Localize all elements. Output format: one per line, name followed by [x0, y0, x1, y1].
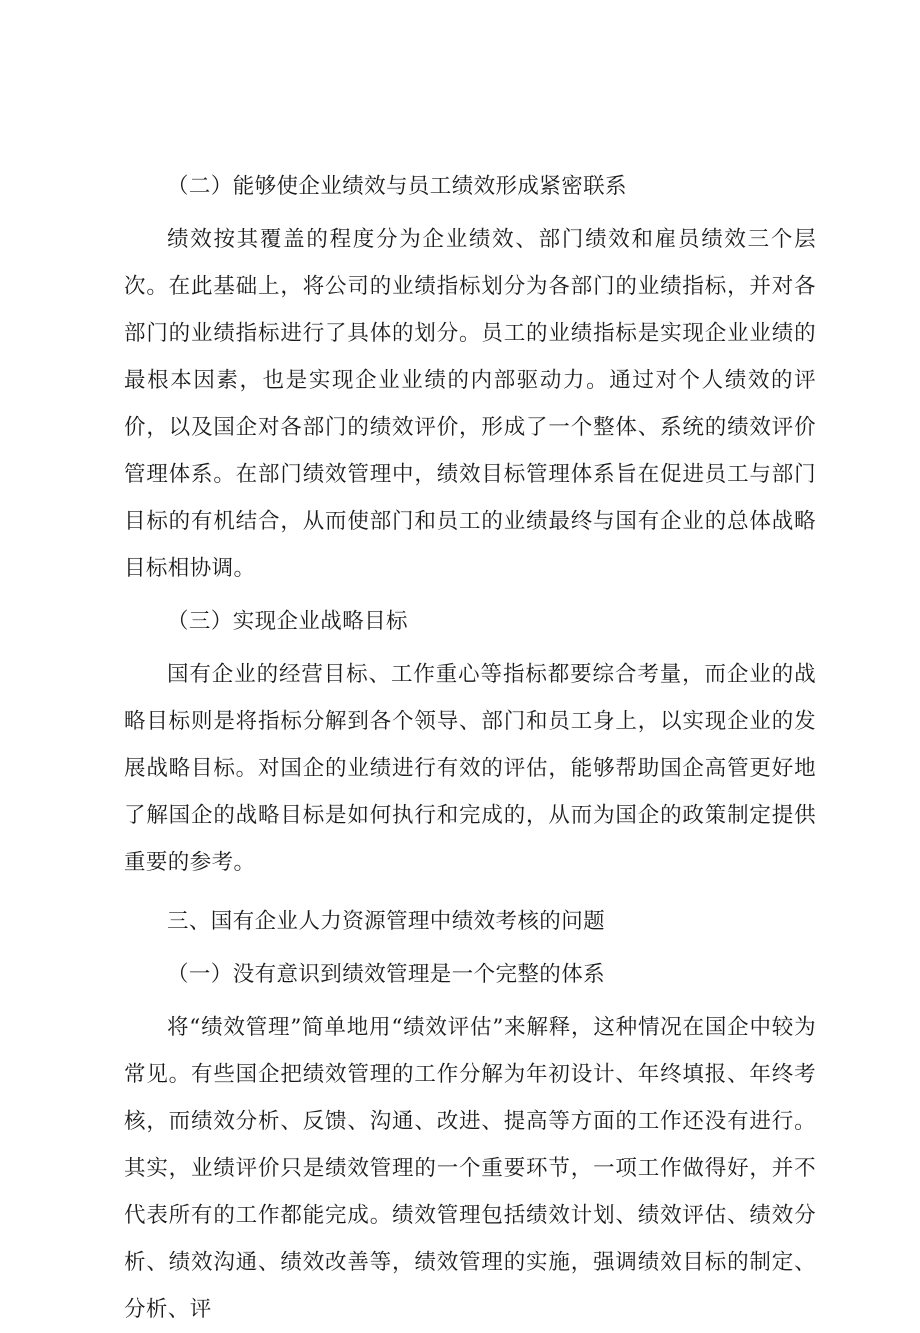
document-page — [124, 163, 816, 1333]
subheading-3-1: （一）没有意识到绩效管理是一个完整的体系 — [167, 962, 606, 987]
paragraph-3: 将“绩效管理”简单地用“绩效评估”来解释，这种情况在国企中较为常见。有些国企把绩效管理的工作分解为年初设计、年终填报、年终考核，而绩效分析、反馈、沟通、改进、提高等方面的工作还没有进行。其实，业绩评价只是绩效管理的一个重要环节，一项工作做得好，并不代表所有的工作都能完成。绩效管理包括绩效计划、绩效评估、绩效分析、绩效沟通、绩效改善等，绩效管理的实施，强调绩效目标的制定、分析、评 — [124, 1015, 816, 1322]
paragraph-2: 国有企业的经营目标、工作重心等指标都要综合考量，而企业的战略目标则是将指标分解到各个领导、部门和员工身上，以实现企业的发展战略目标。对国企的业绩进行有效的评估，能够帮助国企高管更好地了解国企的战略目标是如何执行和完成的，从而为国企的政策制定提供重要的参考。 — [124, 662, 816, 875]
paragraph-1: 绩效按其覆盖的程度分为企业绩效、部门绩效和雇员绩效三个层次。在此基础上，将公司的业绩指标划分为各部门的业绩指标，并对各部门的业绩指标进行了具体的划分。员工的业绩指标是实现企业业绩的最根本因素，也是实现企业业绩的内部驱动力。通过对个人绩效的评价，以及国企对各部门的绩效评价，形成了一个整体、系统的绩效评价管理体系。在部门绩效管理中，绩效目标管理体系旨在促进员工与部门目标的有机结合，从而使部门和员工的业绩最终与国有企业的总体战略目标相协调。 — [124, 227, 816, 581]
subheading-2: （二）能够使企业绩效与员工绩效形成紧密联系 — [167, 174, 627, 199]
subheading-3: （三）实现企业战略目标 — [167, 609, 408, 634]
section-heading-3: 三、国有企业人力资源管理中绩效考核的问题 — [167, 909, 606, 934]
